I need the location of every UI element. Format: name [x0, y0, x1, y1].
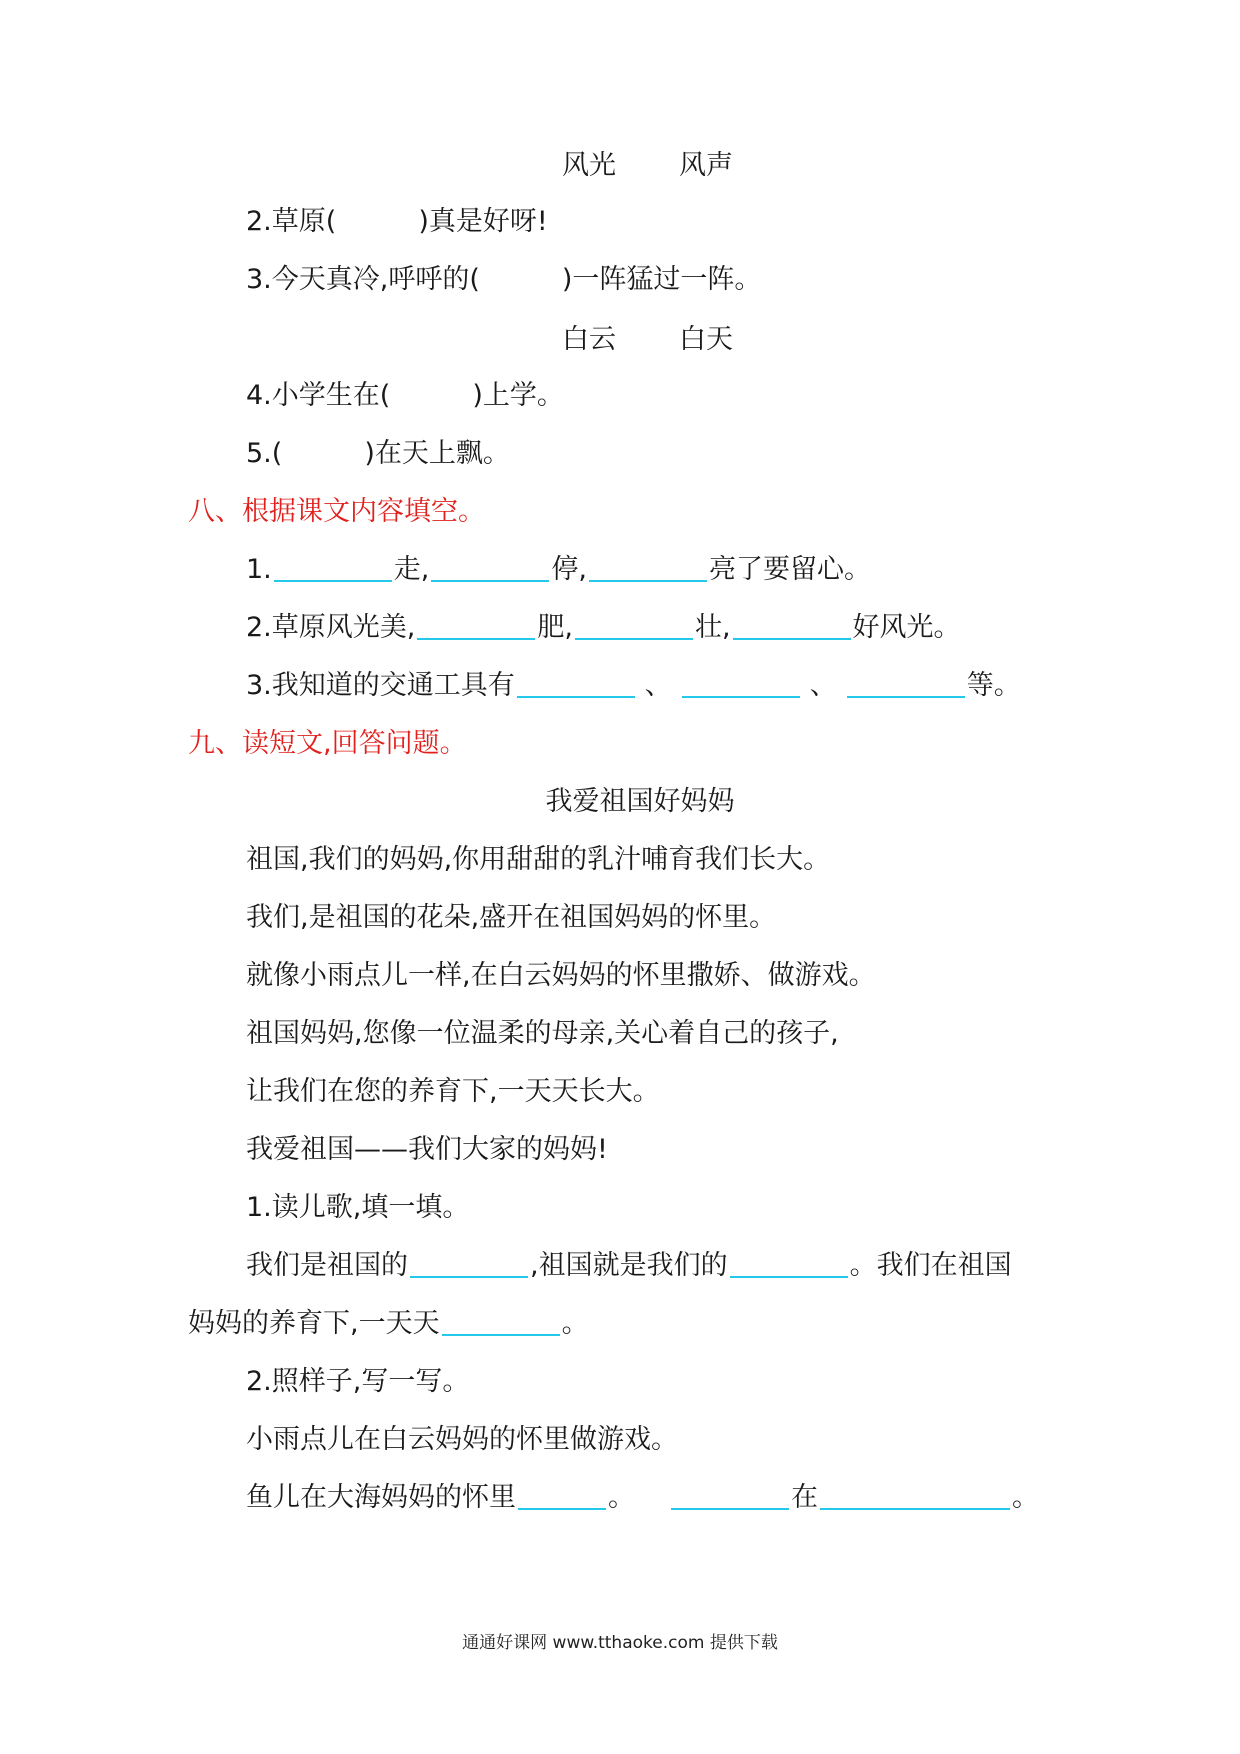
question-9-1-label: 1.读儿歌,填一填。 [246, 1192, 470, 1223]
fill-blank[interactable] [410, 1246, 528, 1278]
fill-blank[interactable] [431, 550, 549, 582]
fill-blank[interactable] [575, 608, 693, 640]
poem-line: 祖国妈妈,您像一位温柔的母亲,关心着自己的孩子, [246, 1018, 839, 1049]
poem-line: 让我们在您的养育下,一天天长大。 [246, 1076, 660, 1107]
poem-line: 我爱祖国——我们大家的妈妈! [246, 1134, 608, 1165]
question-7-3: 3.今天真冷,呼呼的( )一阵猛过一阵。 [246, 264, 762, 295]
question-9-2-example: 小雨点儿在白云妈妈的怀里做游戏。 [246, 1424, 678, 1455]
fill-blank[interactable] [682, 666, 800, 698]
section-9-heading: 九、读短文,回答问题。 [188, 728, 467, 759]
fill-blank[interactable] [517, 666, 635, 698]
fill-blank[interactable] [847, 666, 965, 698]
poem-title: 我爱祖国好妈妈 [545, 786, 735, 817]
question-7-5: 5.( )在天上飘。 [246, 438, 510, 469]
word-option: 风光 [562, 150, 616, 181]
question-8-3: 3.我知道的交通工具有 、 、 等。 [246, 664, 1240, 708]
fill-blank[interactable] [820, 1478, 1010, 1510]
word-option: 风声 [679, 150, 733, 181]
word-option: 白云 [562, 324, 616, 355]
word-pair-fengguang [0, 144, 1240, 188]
question-7-2: 2.草原( )真是好呀! [246, 206, 548, 237]
fill-blank[interactable] [442, 1304, 560, 1336]
question-9-1-line2: 妈妈的养育下,一天天 。 [188, 1302, 1240, 1346]
word-pair-baiyun [0, 318, 1240, 362]
fill-blank[interactable] [730, 1246, 848, 1278]
fill-blank[interactable] [671, 1478, 789, 1510]
fill-blank[interactable] [518, 1478, 606, 1510]
question-9-1-line1: 我们是祖国的 ,祖国就是我们的 。我们在祖国 [246, 1244, 1240, 1288]
poem-line: 祖国,我们的妈妈,你用甜甜的乳汁哺育我们长大。 [246, 844, 831, 875]
question-9-2-label: 2.照样子,写一写。 [246, 1366, 470, 1397]
fill-blank[interactable] [589, 550, 707, 582]
poem-line: 我们,是祖国的花朵,盛开在祖国妈妈的怀里。 [246, 902, 777, 933]
fill-blank[interactable] [733, 608, 851, 640]
question-8-1: 1. 走, 停, 亮了要留心。 [246, 548, 1240, 592]
fill-blank[interactable] [417, 608, 535, 640]
question-8-2: 2.草原风光美, 肥, 壮, 好风光。 [246, 606, 1240, 650]
question-9-2-answer: 鱼儿在大海妈妈的怀里 。 在 。 [246, 1476, 1240, 1520]
section-8-heading: 八、根据课文内容填空。 [188, 496, 485, 527]
fill-blank[interactable] [274, 550, 392, 582]
word-option: 白天 [679, 324, 733, 355]
footer-credit: 通通好课网 www.tthaoke.com 提供下载 [462, 1633, 778, 1653]
poem-line: 就像小雨点儿一样,在白云妈妈的怀里撒娇、做游戏。 [246, 960, 876, 991]
question-7-4: 4.小学生在( )上学。 [246, 380, 564, 411]
